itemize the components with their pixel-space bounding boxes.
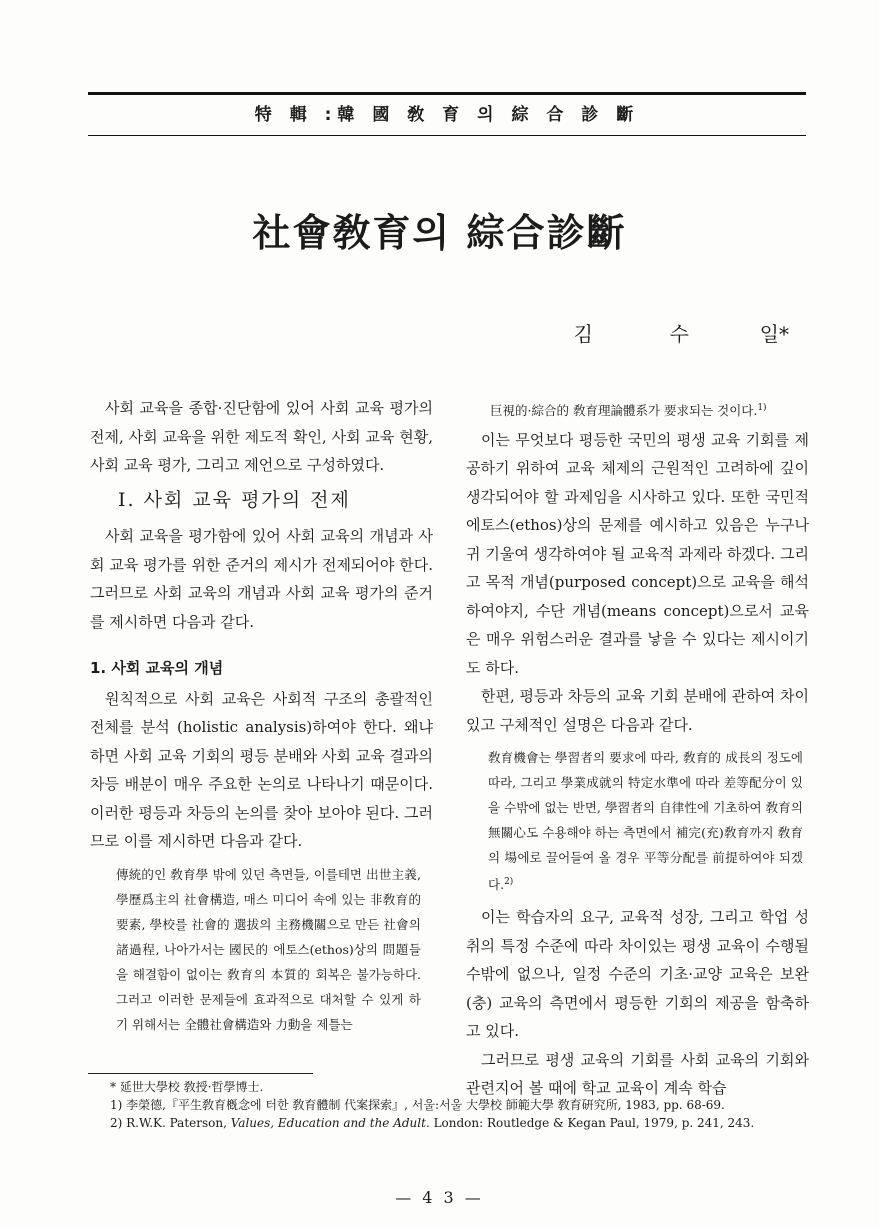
footnote-rule: [88, 1073, 313, 1074]
footnotes: [90, 1078, 806, 1132]
right-paragraph-2: 한편, 평등과 차등의 교육 기회 분배에 관하여 차이있고 구체적인 설명은 다음과 같다.: [466, 687, 809, 734]
header-rule-bottom: [88, 135, 806, 136]
right-paragraph-3: 이는 학습자의 요구, 교육적 성장, 그리고 학업 성취의 특정 수준에 따라 차이있는 평생 교육이 수행될 수밖에 없으나, 일정 수준의 기초·교양 교육은 보완(충) 교육의 측면에서 평등한 기회의 제공을 함축하고 있다.: [466, 908, 809, 1041]
article-title: 社會敎育의 綜合診斷: [252, 210, 627, 255]
footnote-2-prefix: 2) R.W.K. Paterson,: [110, 1116, 231, 1130]
section-1-paragraph: 사회 교육을 평가함에 있어 사회 교육의 개념과 사회 교육 평가를 위한 준거의 제시가 전제되어야 한다. 그러므로 사회 교육의 개념과 사회 교육 평가의 준거를 제시하면 다음과 같다.: [90, 527, 433, 631]
author-char-2: 수: [669, 322, 689, 346]
header-rule-top: [88, 92, 806, 95]
subsection-1-paragraph: 원칙적으로 사회 교육은 사회적 구조의 총괄적인 전체를 분석 (holistic analysis)하여야 한다. 왜냐 하면 사회 교육 기회의 평등 분배와 사회 교육 결과의 차등 배분이 매우 주요한 논의로 나타나기 때문이다. 이러한 평등과 차등의 논의를 찾아 보아야 된다. 그러므로 이를 제시하면 다음과 같다.: [90, 689, 433, 850]
footnote-ref-2: 2): [504, 877, 514, 888]
right-paragraph-4: 그러므로 평생 교육의 기회를 사회 교육의 기회와 관련지어 볼 때에 학교 교육이 계속 학습: [466, 1050, 809, 1098]
footnote-2: [90, 1114, 806, 1132]
author-affiliation-note: * 延世大學校 敎授·哲學博士.: [110, 1080, 264, 1094]
left-column: [90, 394, 433, 1043]
author-char-3: 일*: [759, 322, 789, 346]
author-char-1: 김: [573, 322, 593, 346]
footnote-1: 1) 李榮德,『平生敎育槪念에 터한 敎育體制 代案探索』, 서울:서울 大學校 師範大學 敎育硏究所, 1983, pp. 68-69.: [110, 1098, 725, 1112]
page-number: — 4 3 —: [395, 1188, 484, 1207]
block-quote-1: 傳統的인 敎育學 밖에 있던 측면들, 이를테면 出世主義, 學歷爲主의 社會構造, 매스 미디어 속에 있는 非敎育的 要素, 學校를 社會的 選拔의 主務機關으로 만든 社會의 諸過程, 나아가서는 國民的 에토스(ethos)상의 問題들을 해결함이 없이는 敎育의 本質的 회복은 불가능하다. 그러고 이러한 문제들에 효과적으로 대처할 수 있게 하기 위해서는 全體社會構造와 力動을 제틀는: [116, 866, 421, 1032]
author-name: [574, 318, 789, 347]
right-paragraph-1: 이는 무엇보다 평등한 국민의 평생 교육 기회를 제공하기 위하여 교육 체제의 근원적인 고려하에 깊이 생각되어야 할 과제임을 시사하고 있다. 또한 국민적 에토스(ethos)상의 문제를 예시하고 있음은 누구나 귀 기울여 생각하여야 될 교육적 과제라 하겠다. 그리고 목적 개념(purposed concept)으로 교육을 해석하여야지, 수단 개념(means concept)으로서 교육은 매우 위험스러운 결과를 낳을 수 있다는 제시이기도 하다.: [466, 430, 809, 677]
quote-2-text: 敎育機會는 學習者의 要求에 따라, 敎育的 成長의 정도에 따라, 그리고 學業成就의 特定水準에 따라 差等配分이 있을 수밖에 없는 반면, 學習者의 自律性에 기초하여 敎育의 無關心도 수용해야 하는 측면에서 補完(充)敎育까지 敎育의 場에로 끌어들여 올 경우 平等分配를 前提하여야 되겠다.: [488, 750, 803, 893]
section-1-heading: Ⅰ. 사회 교육 평가의 전제: [118, 488, 351, 511]
intro-paragraph: 사회 교육을 종합·진단함에 있어 사회 교육 평가의 전제, 사회 교육을 위한 제도적 확인, 사회 교육 현황, 사회 교육 평가, 그리고 제언으로 구성하였다.: [90, 399, 433, 474]
footnote-2-title: Values, Education and the Adult.: [230, 1116, 430, 1130]
journal-section-header: 特 輯 :韓 國 敎 育 의 綜 合 診 斷: [254, 105, 640, 125]
quote-cont-text: 巨視的·綜合的 敎育理論體系가 要求되는 것이다.: [490, 403, 758, 419]
block-quote-2: [488, 745, 803, 897]
footnote-2-suffix: London: Routledge & Kegan Paul, 1979, p. 241, 243.: [429, 1116, 755, 1130]
right-column: [466, 394, 809, 1103]
subsection-1-heading: 1. 사회 교육의 개념: [90, 659, 224, 677]
block-quote-1-continued: [466, 394, 809, 426]
footnote-ref-1: 1): [757, 403, 767, 413]
